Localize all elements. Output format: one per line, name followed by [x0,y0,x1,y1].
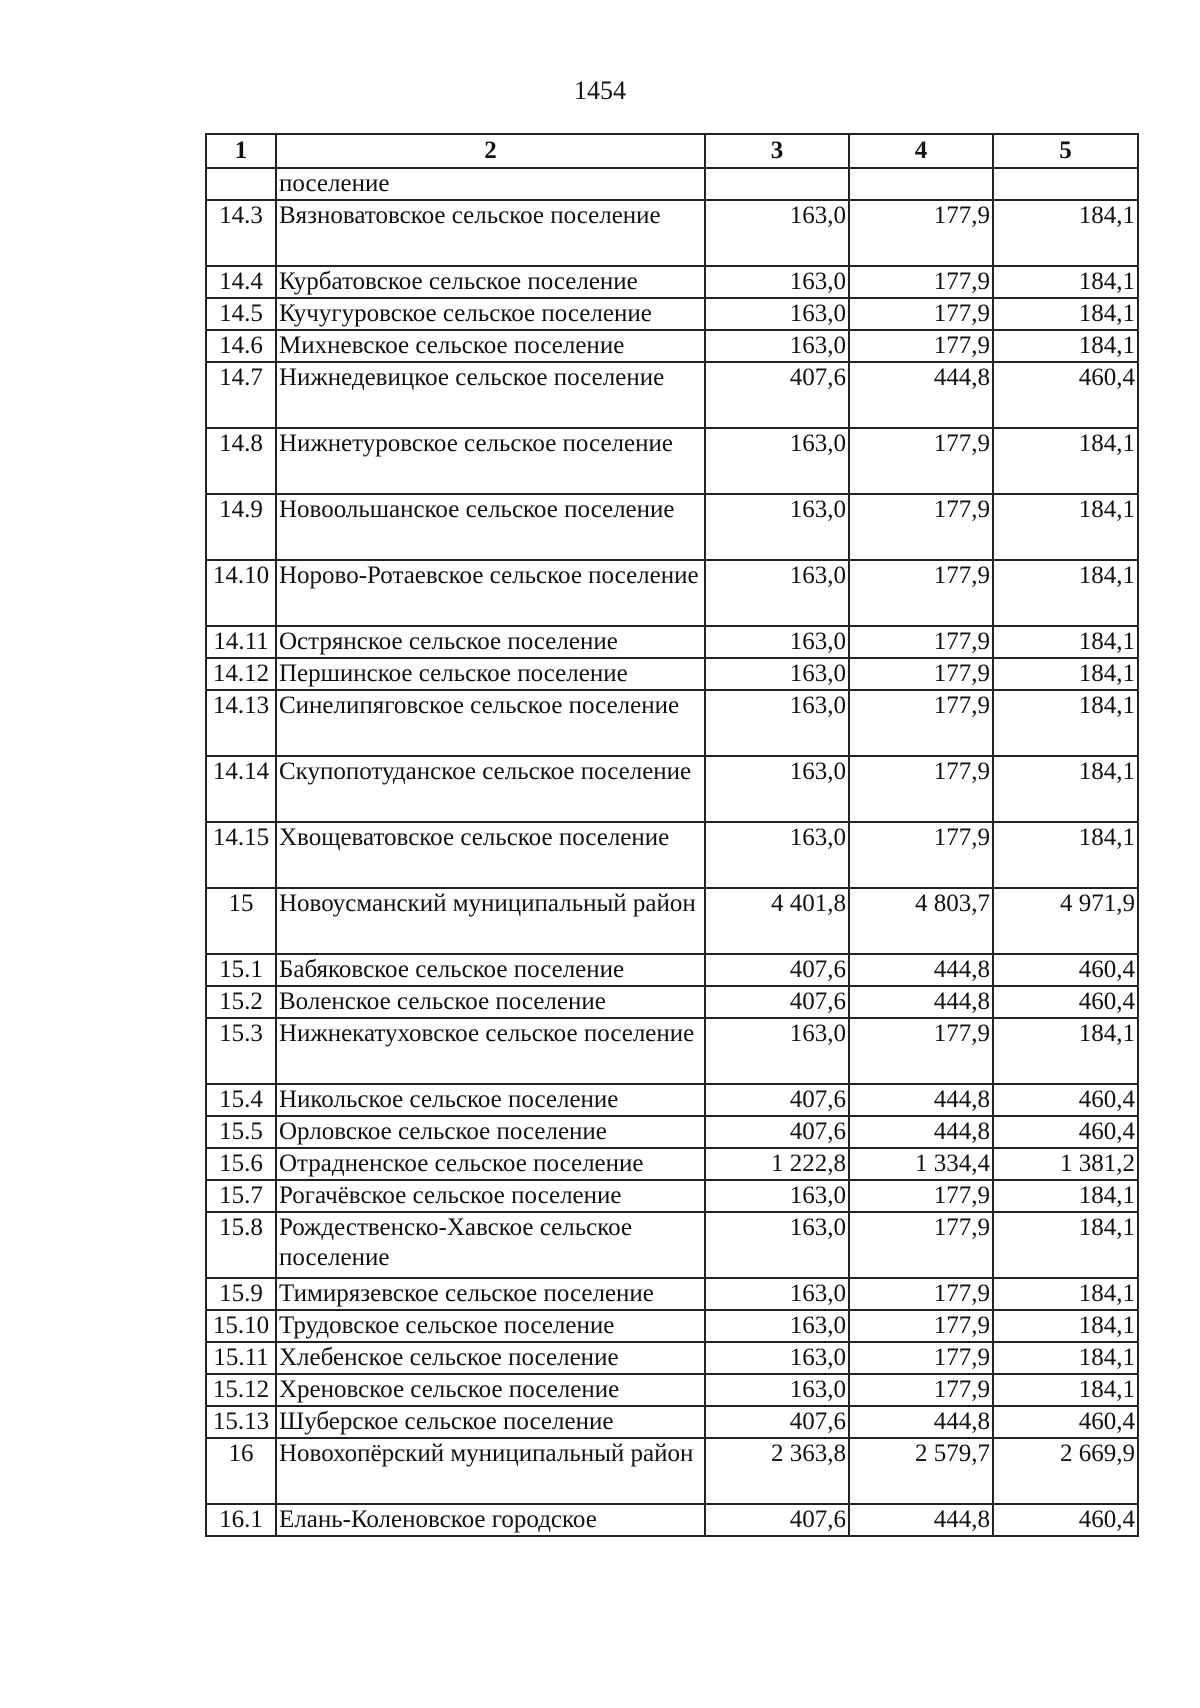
row-number: 14.3 [206,200,276,266]
header-col-3: 3 [705,134,849,168]
value-col-5: 184,1 [993,1374,1138,1406]
value-col-4: 177,9 [849,756,993,822]
value-col-4: 444,8 [849,986,993,1018]
value-col-3: 163,0 [705,1018,849,1084]
value-col-3: 163,0 [705,1212,849,1278]
row-number: 15.3 [206,1018,276,1084]
row-number: 15.9 [206,1278,276,1310]
settlement-name: Норово-Ротаевское сельское поселение [276,560,705,626]
settlement-name: Нижнетуровское сельское поселение [276,428,705,494]
table-row [206,494,1138,560]
value-col-3: 163,0 [705,626,849,658]
row-number: 15.7 [206,1180,276,1212]
value-col-5: 1 381,2 [993,1148,1138,1180]
value-col-4: 177,9 [849,690,993,756]
value-col-4: 177,9 [849,1310,993,1342]
value-col-5: 184,1 [993,1310,1138,1342]
header-col-1: 1 [206,134,276,168]
value-col-4: 177,9 [849,1342,993,1374]
value-col-5: 184,1 [993,658,1138,690]
row-number: 15.5 [206,1116,276,1148]
row-number: 15.8 [206,1212,276,1278]
table-row [206,822,1138,888]
value-col-4: 177,9 [849,200,993,266]
table-row [206,1438,1138,1504]
table-row [206,986,1138,1018]
table-row [206,428,1138,494]
value-col-5: 184,1 [993,690,1138,756]
value-col-4: 1 334,4 [849,1148,993,1180]
value-col-4: 444,8 [849,362,993,428]
row-number: 14.8 [206,428,276,494]
table-row [206,1310,1138,1342]
value-col-5: 4 971,9 [993,888,1138,954]
table-row [206,658,1138,690]
settlement-name: Вязноватовское сельское поселение [276,200,705,266]
settlement-name: Хвощеватовское сельское поселение [276,822,705,888]
settlement-name: Нижнедевицкое сельское поселение [276,362,705,428]
value-col-3: 163,0 [705,428,849,494]
row-number: 15.13 [206,1406,276,1438]
table-row [206,1342,1138,1374]
row-number: 16.1 [206,1504,276,1536]
value-col-4: 444,8 [849,1504,993,1536]
table-row [206,1504,1138,1536]
value-col-4: 177,9 [849,1374,993,1406]
settlement-name: Курбатовское сельское поселение [276,266,705,298]
value-col-5: 184,1 [993,1212,1138,1278]
value-col-4: 177,9 [849,1018,993,1084]
value-col-5: 460,4 [993,362,1138,428]
settlement-name: Синелипяговское сельское поселение [276,690,705,756]
settlement-name: Хреновское сельское поселение [276,1374,705,1406]
value-col-4: 177,9 [849,1278,993,1310]
value-col-3: 407,6 [705,1084,849,1116]
table-row [206,1018,1138,1084]
table-body [206,168,1138,1536]
value-col-4: 177,9 [849,1180,993,1212]
value-col-3: 407,6 [705,1406,849,1438]
table-row [206,168,1138,200]
header-col-2: 2 [276,134,705,168]
table-row [206,1180,1138,1212]
value-col-4: 177,9 [849,298,993,330]
value-col-5: 184,1 [993,756,1138,822]
row-number: 14.10 [206,560,276,626]
value-col-5: 184,1 [993,1018,1138,1084]
table-row [206,888,1138,954]
settlement-name: Бабяковское сельское поселение [276,954,705,986]
value-col-3: 163,0 [705,266,849,298]
value-col-5: 460,4 [993,1116,1138,1148]
table-row [206,1278,1138,1310]
value-col-3: 163,0 [705,658,849,690]
value-col-3: 163,0 [705,560,849,626]
row-number: 14.12 [206,658,276,690]
settlement-name: Рогачёвское сельское поселение [276,1180,705,1212]
settlement-name: Тимирязевское сельское поселение [276,1278,705,1310]
value-col-3: 163,0 [705,298,849,330]
settlement-name: Першинское сельское поселение [276,658,705,690]
header-row [206,134,1138,168]
value-col-5: 2 669,9 [993,1438,1138,1504]
value-col-3: 163,0 [705,1342,849,1374]
page-number: 1454 [574,76,626,105]
value-col-3: 163,0 [705,330,849,362]
table-row [206,330,1138,362]
value-col-5: 184,1 [993,560,1138,626]
value-col-3: 163,0 [705,1310,849,1342]
value-col-3: 407,6 [705,1116,849,1148]
value-col-5 [993,168,1138,200]
settlement-name: Кучугуровское сельское поселение [276,298,705,330]
table-header [206,134,1138,168]
table-row [206,1084,1138,1116]
row-number: 16 [206,1438,276,1504]
settlement-name: Новохопёрский муниципальный район [276,1438,705,1504]
settlement-name: Новоольшанское сельское поселение [276,494,705,560]
value-col-3: 163,0 [705,822,849,888]
value-col-5: 184,1 [993,200,1138,266]
value-col-3: 407,6 [705,1504,849,1536]
value-col-3: 407,6 [705,986,849,1018]
settlement-name: Шуберское сельское поселение [276,1406,705,1438]
value-col-5: 460,4 [993,954,1138,986]
row-number [206,168,276,200]
value-col-4: 177,9 [849,626,993,658]
row-number: 14.7 [206,362,276,428]
value-col-5: 460,4 [993,1084,1138,1116]
settlement-name: Трудовское сельское поселение [276,1310,705,1342]
table-row [206,362,1138,428]
settlement-name: поселение [276,168,705,200]
header-col-5: 5 [993,134,1138,168]
settlement-name: Никольское сельское поселение [276,1084,705,1116]
value-col-5: 460,4 [993,1406,1138,1438]
table-row [206,266,1138,298]
row-number: 14.11 [206,626,276,658]
value-col-3: 163,0 [705,756,849,822]
header-col-4: 4 [849,134,993,168]
value-col-5: 184,1 [993,266,1138,298]
row-number: 14.4 [206,266,276,298]
value-col-3: 163,0 [705,1278,849,1310]
value-col-4: 177,9 [849,266,993,298]
settlement-name: Новоусманский муниципальный район [276,888,705,954]
settlement-name: Михневское сельское поселение [276,330,705,362]
value-col-5: 460,4 [993,986,1138,1018]
settlement-name: Острянское сельское поселение [276,626,705,658]
row-number: 15.2 [206,986,276,1018]
value-col-4: 177,9 [849,1212,993,1278]
value-col-4: 444,8 [849,1406,993,1438]
value-col-4: 177,9 [849,428,993,494]
value-col-3: 163,0 [705,200,849,266]
value-col-4: 2 579,7 [849,1438,993,1504]
value-col-3: 163,0 [705,494,849,560]
value-col-4: 4 803,7 [849,888,993,954]
value-col-3: 1 222,8 [705,1148,849,1180]
row-number: 14.6 [206,330,276,362]
value-col-5: 184,1 [993,626,1138,658]
value-col-3: 4 401,8 [705,888,849,954]
table-row [206,1116,1138,1148]
row-number: 15.4 [206,1084,276,1116]
table-row [206,626,1138,658]
row-number: 14.14 [206,756,276,822]
value-col-5: 184,1 [993,1342,1138,1374]
row-number: 14.15 [206,822,276,888]
value-col-4 [849,168,993,200]
value-col-4: 177,9 [849,822,993,888]
table-row [206,1406,1138,1438]
value-col-4: 177,9 [849,560,993,626]
value-col-3: 407,6 [705,954,849,986]
table-row [206,560,1138,626]
table-row [206,954,1138,986]
table-row [206,690,1138,756]
value-col-4: 177,9 [849,494,993,560]
row-number: 14.9 [206,494,276,560]
value-col-4: 444,8 [849,1116,993,1148]
value-col-5: 184,1 [993,1278,1138,1310]
value-col-3 [705,168,849,200]
value-col-5: 184,1 [993,330,1138,362]
settlement-name: Елань-Коленовское городское [276,1504,705,1536]
value-col-3: 163,0 [705,1180,849,1212]
table-row [206,200,1138,266]
value-col-5: 184,1 [993,822,1138,888]
settlement-name: Рождественско-Хавское сельское поселение [276,1212,705,1278]
row-number: 15 [206,888,276,954]
row-number: 15.6 [206,1148,276,1180]
table-row [206,1148,1138,1180]
value-col-5: 184,1 [993,298,1138,330]
settlement-name: Орловское сельское поселение [276,1116,705,1148]
settlement-name: Скупопотуданское сельское поселение [276,756,705,822]
data-table [205,133,1139,1537]
value-col-5: 184,1 [993,494,1138,560]
value-col-4: 444,8 [849,954,993,986]
value-col-4: 177,9 [849,330,993,362]
value-col-3: 163,0 [705,1374,849,1406]
table-row [206,756,1138,822]
table-row [206,1374,1138,1406]
table-row [206,1212,1138,1278]
value-col-5: 184,1 [993,1180,1138,1212]
value-col-4: 177,9 [849,658,993,690]
settlement-name: Отрадненское сельское поселение [276,1148,705,1180]
row-number: 15.11 [206,1342,276,1374]
value-col-4: 444,8 [849,1084,993,1116]
row-number: 15.10 [206,1310,276,1342]
value-col-3: 407,6 [705,362,849,428]
settlement-name: Воленское сельское поселение [276,986,705,1018]
row-number: 15.12 [206,1374,276,1406]
row-number: 15.1 [206,954,276,986]
settlement-name: Хлебенское сельское поселение [276,1342,705,1374]
value-col-5: 460,4 [993,1504,1138,1536]
table-row [206,298,1138,330]
value-col-3: 2 363,8 [705,1438,849,1504]
value-col-5: 184,1 [993,428,1138,494]
row-number: 14.5 [206,298,276,330]
settlement-name: Нижнекатуховское сельское поселение [276,1018,705,1084]
row-number: 14.13 [206,690,276,756]
value-col-3: 163,0 [705,690,849,756]
